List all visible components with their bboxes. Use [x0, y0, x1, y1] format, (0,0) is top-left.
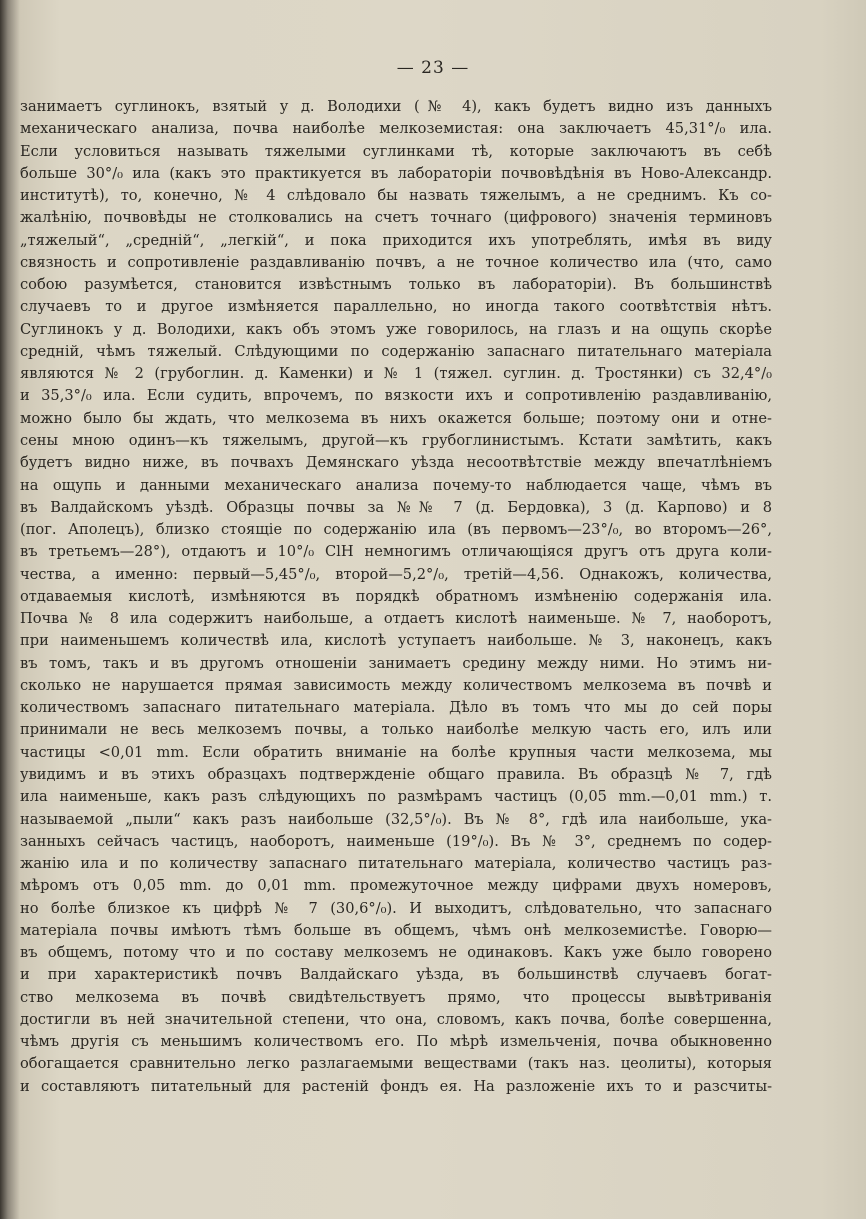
text-line: ила наименьше, какъ разъ слѣдующихъ по размѣрамъ частицъ (0,05 mm.—0,01 mm.) т.: [20, 788, 772, 806]
text-line: (пог. Аполецъ), близко стоящіе по содержанію ила (въ первомъ—23°/₀, во второмъ—26°,: [20, 521, 772, 539]
text-line: институтѣ), то, конечно, № 4 слѣдовало бы назвать тяжелымъ, а не среднимъ. Къ со-: [20, 187, 772, 205]
page-number-header: — 23 —: [396, 58, 470, 78]
text-line: называемой „пыли“ какъ разъ наибольше (32,5°/₀). Въ № 8°, гдѣ ила наибольше, ука-: [20, 810, 772, 828]
text-line: и при характеристикѣ почвъ Валдайскаго уѣзда, въ большинствѣ случаевъ богат-: [20, 966, 772, 984]
text-line: но болѣе близкое къ цифрѣ № 7 (30,6°/₀). И выходитъ, слѣдовательно, что запаснаго: [20, 899, 772, 917]
text-line: занимаетъ суглинокъ, взятый у д. Володихи (№ 4), какъ будетъ видно изъ данныхъ: [20, 98, 772, 115]
text-line: Почва № 8 ила содержитъ наибольше, а отдаетъ кислотѣ наименьше. № 7, наоборотъ,: [20, 610, 772, 628]
text-line: связность и сопротивленіе раздавливанію почвъ, а не точное количество ила (что, само: [20, 253, 772, 271]
body-text: [20, 96, 772, 1098]
text-line: больше 30°/₀ ила (какъ это практикуется въ лабораторіи почвовѣдѣнія въ Ново-Александр.: [20, 164, 772, 182]
text-line: Суглинокъ у д. Володихи, какъ объ этомъ уже говорилось, на глазъ и на ощупь скорѣе: [20, 320, 772, 338]
text-line: въ Валдайскомъ уѣздѣ. Образцы почвы за №№ 7 (д. Бердовка), 3 (д. Карпово) и 8: [20, 498, 772, 516]
text-line: матеріала почвы имѣютъ тѣмъ больше въ общемъ, чѣмъ онѣ мелкоземистѣе. Говорю—: [20, 921, 772, 939]
text-line: являются № 2 (грубоглин. д. Каменки) и № 1 (тяжел. суглин. д. Тростянки) съ 32,4°/₀: [20, 365, 772, 383]
text-line: въ томъ, такъ и въ другомъ отношеніи занимаетъ средину между ними. Но этимъ ни-: [20, 654, 772, 672]
text-line: отдаваемыя кислотѣ, измѣняются въ порядкѣ обратномъ измѣненію содержанія ила.: [20, 587, 772, 605]
text-line: механическаго анализа, почва наиболѣе мелкоземистая: она заключаетъ 45,31°/₀ ила.: [20, 120, 772, 138]
text-line: увидимъ и въ этихъ образцахъ подтвержденіе общаго правила. Въ образцѣ № 7, гдѣ: [20, 765, 772, 783]
text-line: обогащается сравнительно легко разлагаемыми веществами (такъ наз. цеолиты), которыя: [20, 1055, 772, 1073]
text-line: частицы <0,01 mm. Если обратить вниманіе на болѣе крупныя части мелкозема, мы: [20, 743, 772, 761]
text-line: сены мною одинъ—къ тяжелымъ, другой—къ грубоглинистымъ. Кстати замѣтить, какъ: [20, 431, 772, 449]
text-line: принимали не весь мелкоземъ почвы, а только наиболѣе мелкую часть его, илъ или: [20, 721, 772, 739]
text-line: случаевъ то и другое измѣняется параллельно, но иногда такого соотвѣтствія нѣтъ.: [20, 298, 772, 316]
text-line: жанію ила и по количеству запаснаго питательнаго матеріала, количество частицъ раз-: [20, 855, 772, 873]
text-line: чѣмъ другія съ меньшимъ количествомъ его. По мѣрѣ измельченія, почва обыкновенно: [20, 1033, 772, 1051]
text-line: можно было бы ждать, что мелкозема въ нихъ окажется больше; поэтому они и отне-: [20, 409, 772, 427]
text-line: въ третьемъ—28°), отдаютъ и 10°/₀ ClH немногимъ отличающіяся другъ отъ друга коли-: [20, 543, 772, 561]
text-line: „тяжелый“, „средній“, „легкій“, и пока приходится ихъ употреблять, имѣя въ виду: [20, 231, 772, 249]
text-line: Если условиться называть тяжелыми суглинками тѣ, которые заключаютъ въ себѣ: [20, 142, 772, 160]
text-line: сколько не нарушается прямая зависимость между количествомъ мелкозема въ почвѣ и: [20, 676, 772, 694]
text-line: ство мелкозема въ почвѣ свидѣтельствуетъ прямо, что процессы вывѣтриванія: [20, 988, 772, 1006]
text-line: будетъ видно ниже, въ почвахъ Демянскаго уѣзда несоотвѣтствіе между впечатлѣніемъ: [20, 454, 772, 472]
text-line: достигли въ ней значительной степени, что она, словомъ, какъ почва, болѣе совершенна,: [20, 1010, 772, 1028]
text-line: занныхъ сейчасъ частицъ, наоборотъ, наименьше (19°/₀). Въ № 3°, среднемъ по содер-: [20, 832, 772, 850]
text-line: и составляютъ питательный для растеній фондъ ея. На разложеніе ихъ то и разсчиты-: [20, 1077, 772, 1095]
text-line: жалѣнію, почвовѣды не столковались на счетъ точнаго (цифрового) значенія терминовъ: [20, 209, 772, 227]
text-line: и 35,3°/₀ ила. Если судить, впрочемъ, по вязкости ихъ и сопротивленію раздавливанію,: [20, 387, 772, 405]
text-line: на ощупь и данными механическаго анализа почему-то наблюдается чаще, чѣмъ въ: [20, 476, 772, 494]
text-line: количествомъ запаснаго питательнаго матеріала. Дѣло въ томъ что мы до сей поры: [20, 699, 772, 717]
text-line: чества, а именно: первый—5,45°/₀, второй—5,2°/₀, третій—4,56. Однакожъ, количества,: [20, 565, 772, 583]
text-line: мѣромъ отъ 0,05 mm. до 0,01 mm. промежуточное между цифрами двухъ номеровъ,: [20, 877, 772, 895]
text-line: собою разумѣется, становится извѣстнымъ только въ лабораторіи). Въ большинствѣ: [20, 276, 772, 294]
text-line: средній, чѣмъ тяжелый. Слѣдующими по содержанію запаснаго питательнаго матеріала: [20, 342, 772, 360]
text-line: при наименьшемъ количествѣ ила, кислотѣ уступаетъ наибольше. № 3, наконецъ, какъ: [20, 632, 772, 650]
text-line: въ общемъ, потому что и по составу мелкоземъ не одинаковъ. Какъ уже было говорено: [20, 944, 772, 962]
